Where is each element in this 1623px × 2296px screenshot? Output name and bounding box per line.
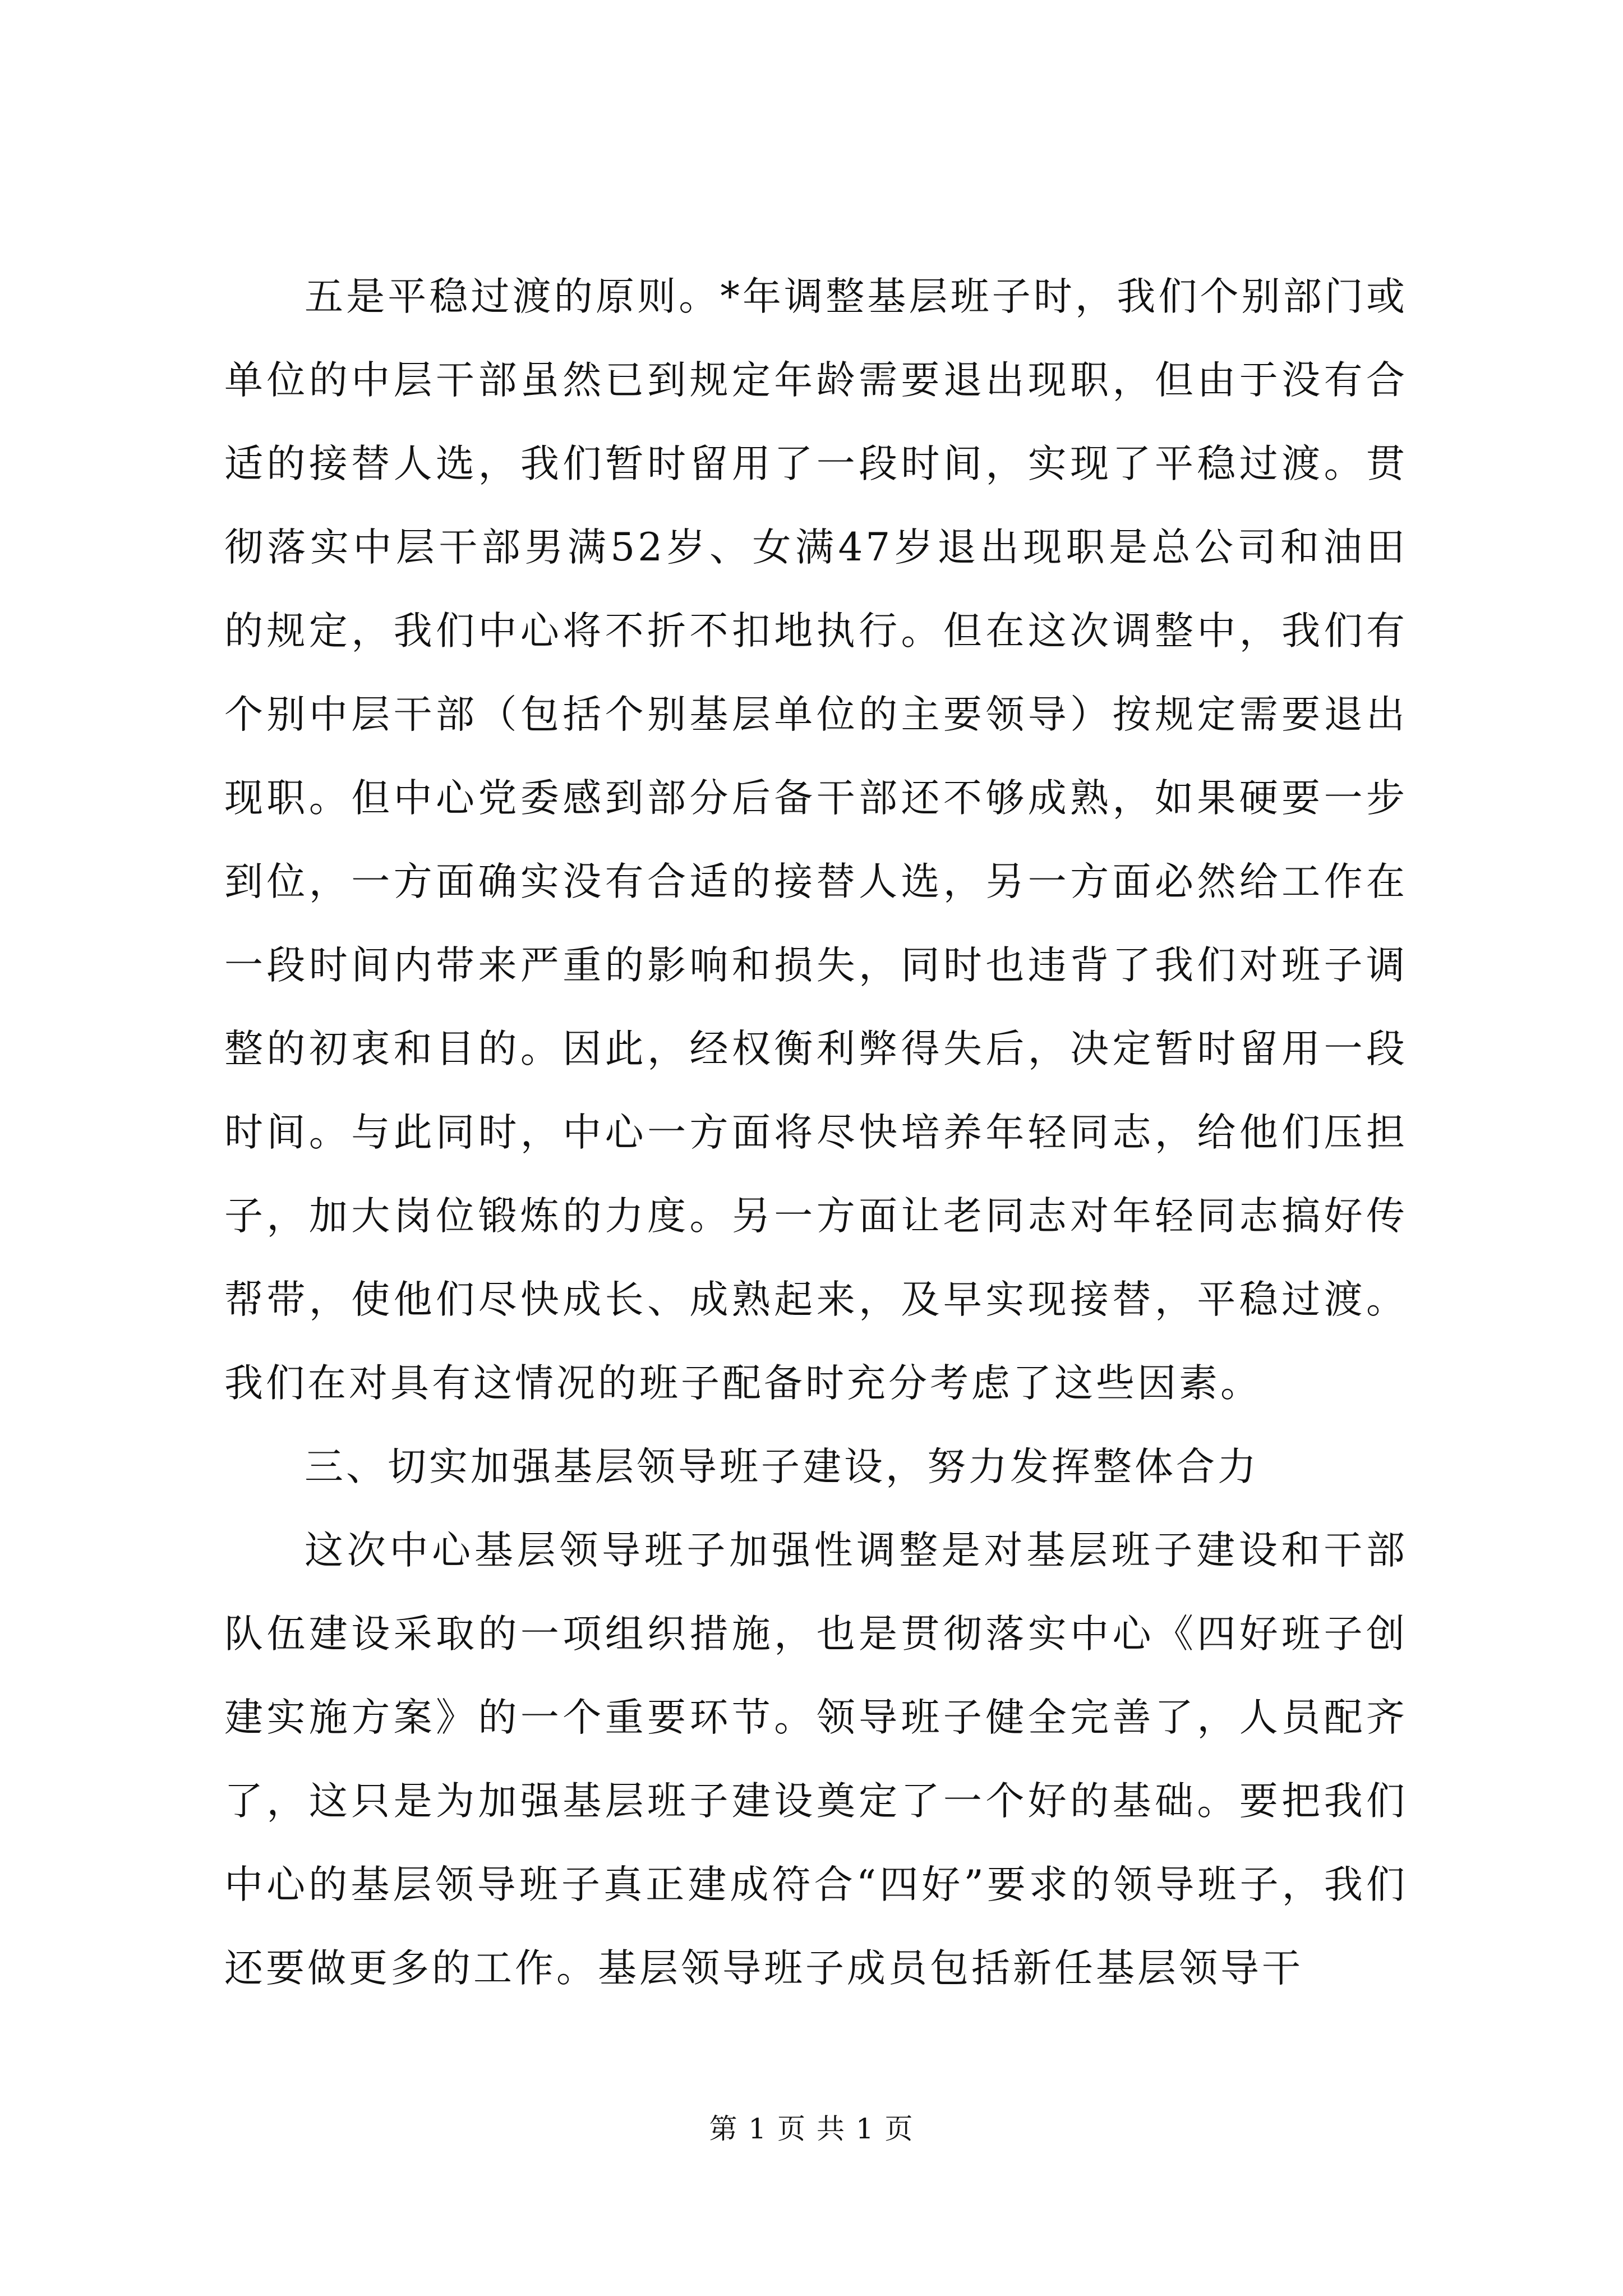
section-heading-three: 三、切实加强基层领导班子建设，努力发挥整体合力	[305, 1444, 1259, 1489]
paragraph-adjustment: 这次中心基层领导班子加强性调整是对基层班子建设和干部队伍建设采取的一项组织措施，也是贯彻落实中心《四好班子创建实施方案》的一个重要环节。领导班子健全完善了，人员配齐了，这只是为加强基层班子建设奠定了一个好的基础。要把我们中心的基层领导班子真正建成符合“四好”要求的领导班子，我们还要做更多的工作。基层领导班子成员包括新任基层领导干	[224, 1528, 1408, 1991]
document-body	[224, 255, 1408, 2010]
paragraph-principle-five: 五是平稳过渡的原则。*年调整基层班子时，我们个别部门或单位的中层干部虽然已到规定年龄需要退出现职，但由于没有合适的接替人选，我们暂时留用了一段时间，实现了平稳过渡。贯彻落实中层干部男满52岁、女满47岁退出现职是总公司和油田的规定，我们中心将不折不扣地执行。但在这次调整中，我们有个别中层干部（包括个别基层单位的主要领导）按规定需要退出现职。但中心党委感到部分后备干部还不够成熟，如果硬要一步到位，一方面确实没有合适的接替人选，另一方面必然给工作在一段时间内带来严重的影响和损失，同时也违背了我们对班子调整的初衷和目的。因此，经权衡利弊得失后，决定暂时留用一段时间。与此同时，中心一方面将尽快培养年轻同志，给他们压担子，加大岗位锻炼的力度。另一方面让老同志对年轻同志搞好传帮带，使他们尽快成长、成熟起来，及早实现接替，平稳过渡。我们在对具有这情况的班子配备时充分考虑了这些因素。	[224, 274, 1408, 1406]
page-footer: 第 1 页 共 1 页	[709, 2113, 914, 2145]
